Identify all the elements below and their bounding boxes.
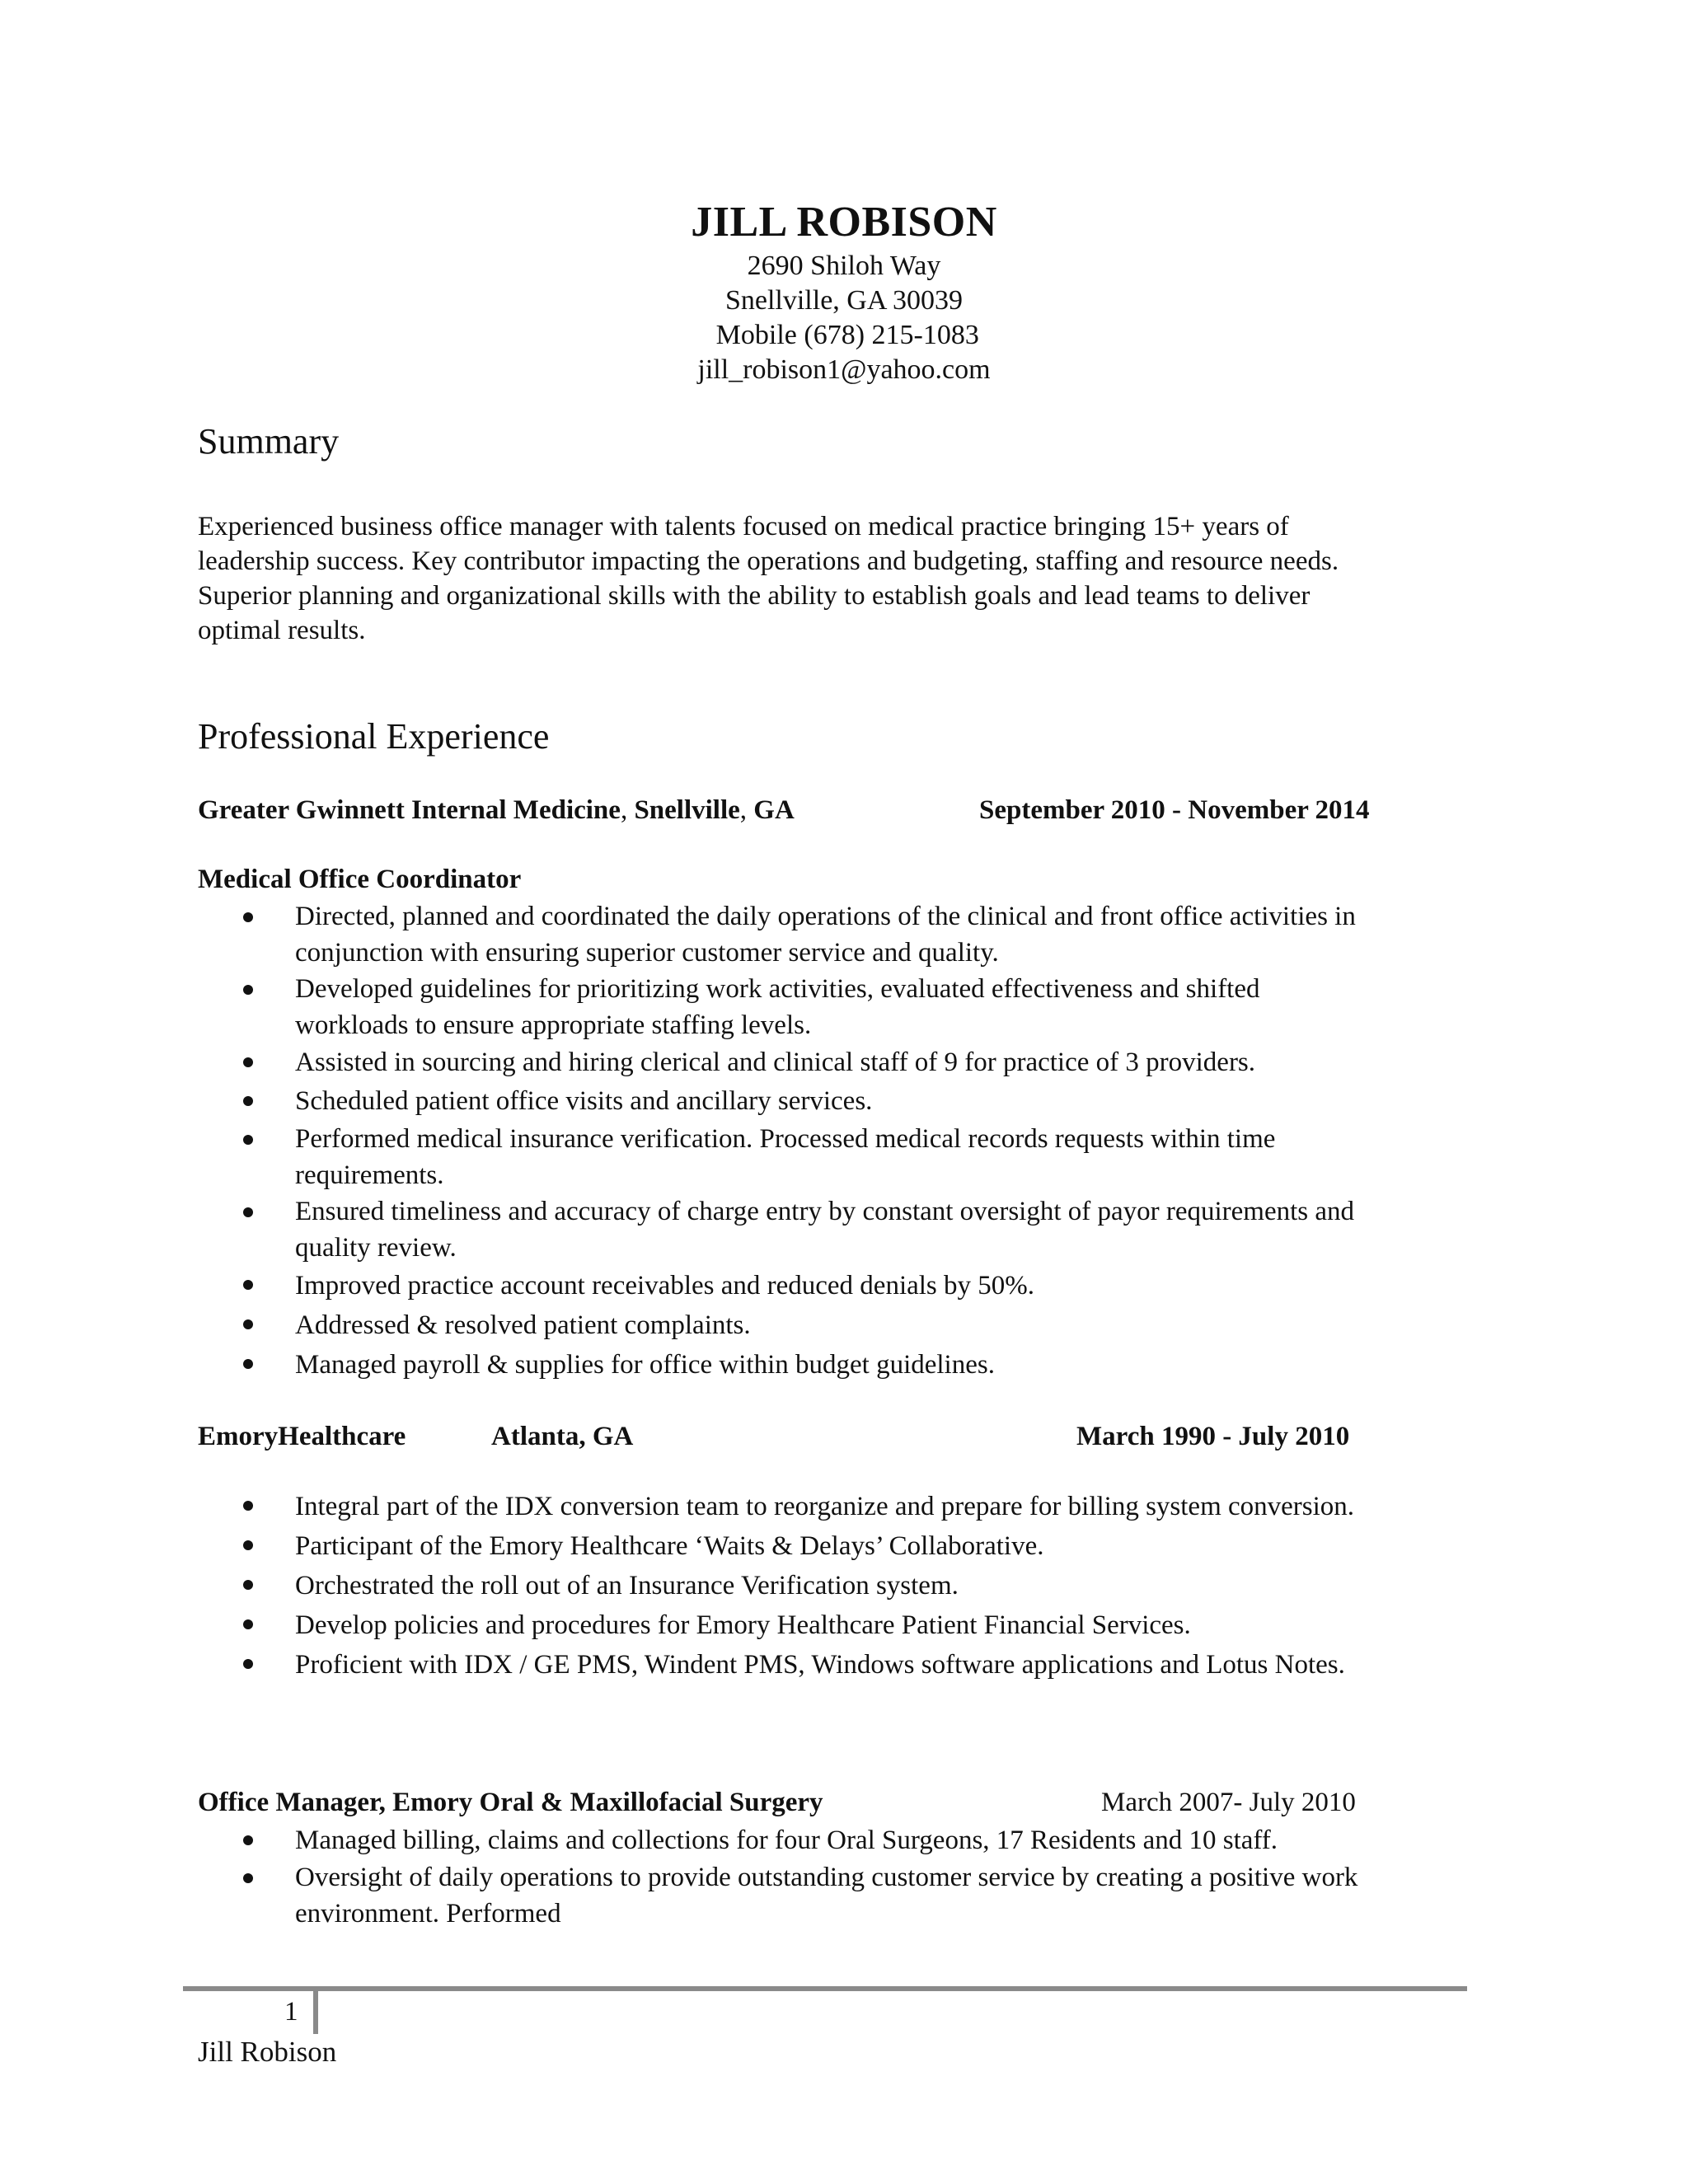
list-item: Assisted in sourcing and hiring clerical and clinical staff of 9 for practice of 3 providers.	[198, 1043, 1500, 1082]
job2-employer: EmoryHealthcare	[198, 1422, 406, 1451]
job1-separator: ,	[739, 795, 754, 825]
job2-dates: March 1990 - July 2010	[1076, 1422, 1350, 1451]
bullet-icon	[243, 1580, 253, 1590]
summary-line: leadership success. Key contributor impacting the operations and budgeting, staffing and resource needs.	[198, 546, 1339, 576]
bullet-icon	[243, 1319, 253, 1329]
job1-employer: Greater Gwinnett Internal Medicine	[198, 795, 621, 825]
summary-line: Experienced business office manager with talents focused on medical practice bringing 15+ years of	[198, 512, 1289, 541]
job3-dates: March 2007- July 2010	[1101, 1788, 1356, 1817]
bullet-icon	[243, 1135, 253, 1145]
bullet-icon	[243, 1096, 253, 1106]
resume-header	[0, 196, 1688, 387]
footer-page-bar	[313, 1991, 318, 2034]
mobile-phone: Mobile (678) 215-1083	[709, 320, 979, 350]
summary-line: Superior planning and organizational skills with the ability to establish goals and lead teams to deliver	[198, 581, 1311, 611]
list-item: Ensured timeliness and accuracy of charge entry by constant oversight of payor requirements and quality review.	[198, 1193, 1500, 1266]
job1-city: Snellville	[634, 795, 740, 825]
address-line-1: 2690 Shiloh Way	[747, 251, 941, 281]
bullet-icon	[243, 1659, 253, 1669]
footer-name: Jill Robison	[198, 2036, 337, 2068]
bullet-icon	[243, 1280, 253, 1290]
list-item: Developed guidelines for prioritizing work activities, evaluated effectiveness and shifted workloads to ensure appropriate staffing levels.	[198, 971, 1500, 1043]
job2-location: Atlanta, GA	[491, 1422, 634, 1451]
email-address: jill_robison1@yahoo.com	[697, 354, 991, 385]
job1-title: Medical Office Coordinator	[198, 865, 522, 894]
summary-heading: Summary	[198, 421, 340, 462]
list-item: Improved practice account receivables and reduced denials by 50%.	[198, 1266, 1500, 1305]
list-item: Managed billing, claims and collections for four Oral Surgeons, 17 Residents and 10 staff.	[198, 1821, 1500, 1859]
bullet-icon	[243, 1359, 253, 1369]
list-item: Participant of the Emory Healthcare ‘Waits & Delays’ Collaborative.	[198, 1526, 1500, 1566]
bullet-icon	[243, 1835, 253, 1845]
footer-divider	[183, 1986, 1467, 1991]
list-item: Oversight of daily operations to provide outstanding customer service by creating a positive work environment. Performed	[198, 1859, 1500, 1932]
list-item: Directed, planned and coordinated the daily operations of the clinical and front office activities in conjunction with ensuring superior customer service and quality.	[198, 898, 1500, 971]
page-number: 1	[284, 1997, 298, 2027]
list-item: Managed payroll & supplies for office within budget guidelines.	[198, 1345, 1500, 1385]
list-item: Integral part of the IDX conversion team to reorganize and prepare for billing system conversion.	[198, 1487, 1500, 1526]
job3-bullet-list	[198, 1821, 1500, 1932]
address-line-2: Snellville, GA 30039	[724, 285, 964, 316]
job1-bullet-list	[198, 898, 1500, 1385]
job3-title-employer: Office Manager, Emory Oral & Maxillofacial Surgery	[198, 1788, 823, 1817]
bullet-icon	[243, 1619, 253, 1629]
list-item: Addressed & resolved patient complaints.	[198, 1305, 1500, 1345]
list-item: Scheduled patient office visits and ancillary services.	[198, 1082, 1500, 1121]
list-item: Orchestrated the roll out of an Insurance Verification system.	[198, 1566, 1500, 1605]
job1-separator: ,	[620, 795, 635, 825]
candidate-name: JILL ROBISON	[691, 199, 997, 246]
list-item: Develop policies and procedures for Emory Healthcare Patient Financial Services.	[198, 1605, 1500, 1645]
bullet-icon	[243, 1540, 253, 1550]
summary-paragraph	[198, 509, 1484, 648]
bullet-icon	[243, 912, 253, 922]
job1-state: GA	[753, 795, 795, 825]
bullet-icon	[243, 1501, 253, 1511]
job1-employer-line	[198, 793, 795, 827]
summary-line: optimal results.	[198, 616, 366, 645]
bullet-icon	[243, 985, 253, 995]
bullet-icon	[243, 1873, 253, 1883]
job1-dates: September 2010 - November 2014	[979, 795, 1370, 825]
bullet-icon	[243, 1207, 253, 1217]
experience-heading: Professional Experience	[198, 716, 550, 757]
bullet-icon	[243, 1057, 253, 1067]
list-item: Performed medical insurance verification. Processed medical records requests within time requirements.	[198, 1121, 1500, 1193]
job2-bullet-list	[198, 1487, 1500, 1685]
list-item: Proficient with IDX / GE PMS, Windent PMS, Windows software applications and Lotus Notes.	[198, 1645, 1500, 1685]
